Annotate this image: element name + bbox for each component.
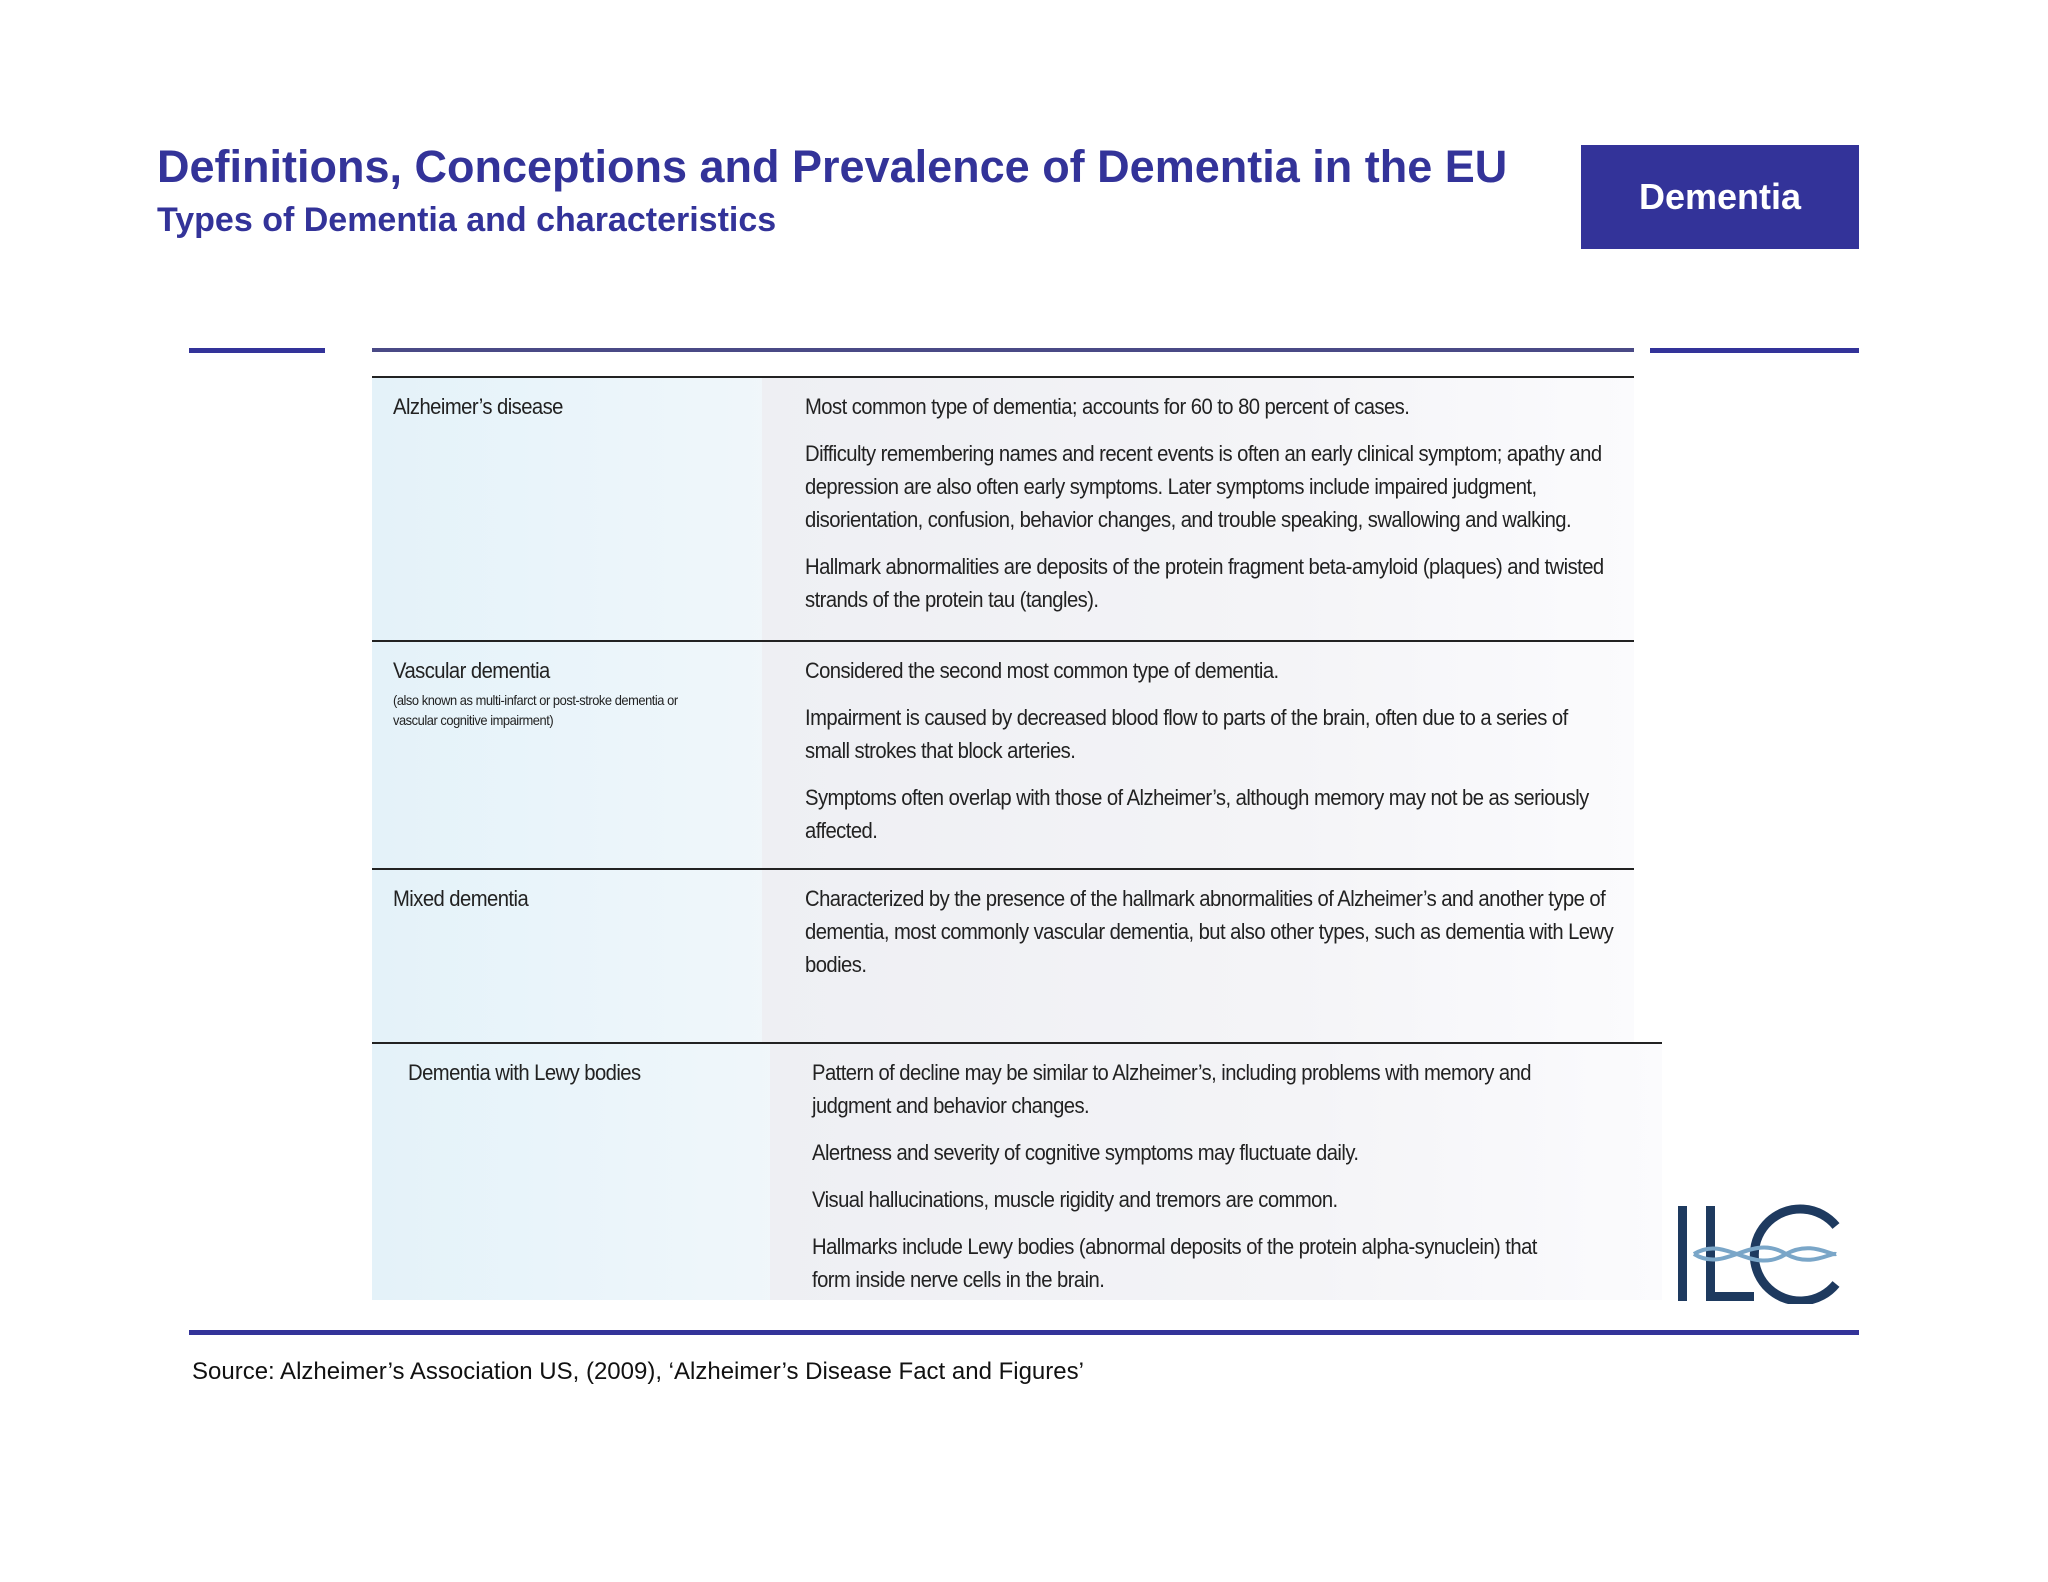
divider-bottom: [189, 1330, 1859, 1335]
dementia-description-cell: [805, 390, 1615, 630]
dementia-type-note: (also known as multi-infarct or post-stroke dementia or vascular cognitive impairment): [393, 692, 678, 728]
description-paragraph: Pattern of decline may be similar to Alzheimer’s, including problems with memory and judgment and behavior changes.: [812, 1060, 1531, 1118]
source-citation: Source: Alzheimer’s Association US, (2009), ‘Alzheimer’s Disease Fact and Figures’: [192, 1358, 1084, 1385]
description-paragraph: Difficulty remembering names and recent events is often an early clinical symptom; apathy and depression are also often early symptoms. Later symptoms include impaired judgment, disorientation, confusion, behavior changes, and trouble speaking, swallowing and walking.: [805, 441, 1602, 532]
dementia-description-cell: [812, 1056, 1548, 1310]
dementia-type-name: Mixed dementia: [393, 886, 529, 911]
table-row: [372, 640, 1634, 870]
divider-top-table: [372, 348, 1634, 352]
ilc-logo: [1676, 1204, 1842, 1304]
divider-top-left: [189, 348, 325, 353]
description-paragraph: Considered the second most common type of dementia.: [805, 658, 1279, 683]
dementia-description-cell: [805, 882, 1615, 995]
dementia-type-cell: [393, 658, 724, 730]
dementia-type-cell: [393, 886, 724, 912]
page-subtitle: Types of Dementia and characteristics: [157, 201, 777, 239]
page-title: Definitions, Conceptions and Prevalence of Dementia in the EU: [157, 141, 1508, 192]
divider-top-right: [1650, 348, 1859, 353]
description-paragraph: Most common type of dementia; accounts for 60 to 80 percent of cases.: [805, 394, 1410, 419]
dementia-type-name: Dementia with Lewy bodies: [408, 1060, 641, 1085]
dementia-description-cell: [805, 654, 1615, 861]
description-paragraph: Visual hallucinations, muscle rigidity and tremors are common.: [812, 1187, 1338, 1212]
table-row: [372, 1042, 1662, 1300]
description-paragraph: Characterized by the presence of the hallmark abnormalities of Alzheimer’s and another type of dementia, most commonly vascular dementia, but also other types, such as dementia with Lewy bodies.: [805, 886, 1614, 977]
table-row: [372, 376, 1634, 642]
description-paragraph: Hallmark abnormalities are deposits of the protein fragment beta-amyloid (plaques) and twisted strands of the protein tau (tangles).: [805, 554, 1604, 612]
dementia-type-name: Alzheimer’s disease: [393, 394, 563, 419]
dementia-type-cell: [408, 1060, 739, 1086]
description-paragraph: Symptoms often overlap with those of Alzheimer’s, although memory may not be as seriously affected.: [805, 785, 1589, 843]
section-badge: Dementia: [1581, 145, 1859, 249]
description-paragraph: Impairment is caused by decreased blood flow to parts of the brain, often due to a series of small strokes that block arteries.: [805, 705, 1568, 763]
dementia-type-name: Vascular dementia: [393, 658, 550, 683]
description-paragraph: Alertness and severity of cognitive symptoms may fluctuate daily.: [812, 1140, 1359, 1165]
description-paragraph: Hallmarks include Lewy bodies (abnormal deposits of the protein alpha-synuclein) that form inside nerve cells in the brain.: [812, 1234, 1537, 1292]
table-row: [372, 868, 1634, 1044]
dementia-type-cell: [393, 394, 724, 420]
